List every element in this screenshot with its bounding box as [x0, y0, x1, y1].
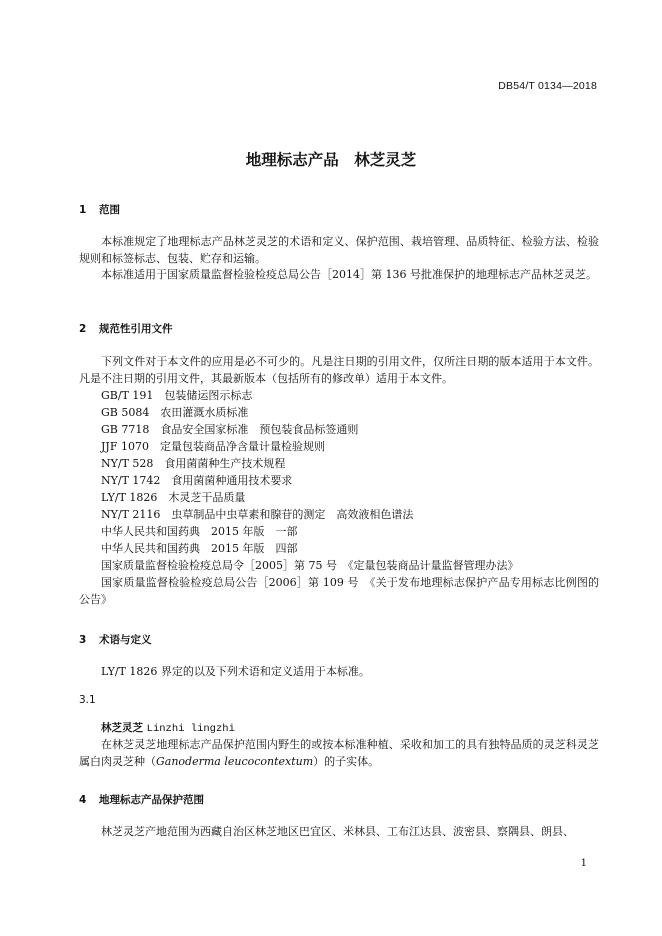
standard-code: DB54/T 0134—2018: [498, 80, 597, 92]
latin-name: Ganoderma leucocontextum: [156, 754, 314, 768]
section-title: 范围: [99, 204, 120, 216]
term-english: Linzhi lingzhi: [146, 723, 235, 735]
page-title: 地理标志产品 林芝灵芝: [245, 151, 417, 169]
reference-item: NY/T 2116 虫草制品中虫草素和腺苷的测定 高效液相色谱法: [101, 508, 414, 521]
reference-item-last: 国家质量监督检验检疫总局公告［2006］第 109 号 《关于发布地理标志保护产品专用标志比例图的公告》: [79, 576, 599, 606]
section-number: 1: [79, 204, 87, 216]
term-chinese: 林芝灵芝: [101, 722, 143, 734]
term-entry: [101, 720, 235, 735]
reference-item: 国家质量监督检验检疫总局令［2005］第 75 号 《定量包装商品计量监督管理办法》: [101, 559, 519, 572]
section-number: 3: [79, 634, 87, 646]
section-title: 规范性引用文件: [99, 323, 173, 335]
section-number: 2: [79, 323, 87, 335]
section-4-heading: [79, 792, 204, 807]
reference-item: GB/T 191 包装储运图示标志: [101, 389, 253, 402]
reference-item: GB 5084 农田灌溉水质标准: [101, 406, 249, 419]
section-3-intro: LY/T 1826 界定的以及下列术语和定义适用于本标准。: [101, 665, 370, 678]
definition-text-end: ）的子实体。: [313, 754, 380, 768]
subsection-number: 3.1: [79, 694, 96, 706]
section-2-heading: [79, 321, 173, 336]
section-2-intro: 下列文件对于本文件的应用是必不可少的。凡是注日期的引用文件，仅所注日期的版本适用于本文件。凡是不注日期的引用文件，其最新版本（包括所有的修改单）适用于本文件。: [79, 355, 599, 385]
page-number: 1: [580, 858, 587, 869]
section-3-heading: [79, 632, 152, 647]
reference-item: LY/T 1826 木灵芝干品质量: [101, 491, 246, 504]
term-definition: [79, 737, 599, 770]
reference-item: JJF 1070 定量包装商品净含量计量检验规则: [101, 440, 325, 453]
section-title: 地理标志产品保护范围: [99, 794, 204, 806]
reference-item: 中华人民共和国药典 2015 年版 四部: [101, 542, 298, 555]
definition-text: 在林芝灵芝地理标志产品保护范围内野生的或按本标准种植、采收和加工的具有独特品质的灵芝科灵芝属白肉灵芝种（: [79, 738, 599, 768]
reference-item: 中华人民共和国药典 2015 年版 一部: [101, 525, 298, 538]
reference-item: NY/T 1742 食用菌菌种通用技术要求: [101, 474, 293, 487]
section-1-paragraph-1: 本标准规定了地理标志产品林芝灵芝的术语和定义、保护范围、栽培管理、品质特征、检验方法、检验规则和标签标志、包装、贮存和运输。: [79, 235, 599, 265]
reference-item: NY/T 528 食用菌菌种生产技术规程: [101, 457, 286, 470]
reference-item: GB 7718 食品安全国家标准 预包装食品标签通则: [101, 423, 359, 436]
section-4-paragraph-1: 林芝灵芝产地范围为西藏自治区林芝地区巴宜区、米林县、工布江达县、波密县、察隅县、朗县、: [101, 825, 574, 838]
section-1-paragraph-2: 本标准适用于国家质量监督检验检疫总局公告［2014］第 136 号批准保护的地理标志产品林芝灵芝。: [101, 268, 597, 281]
section-title: 术语与定义: [99, 634, 152, 646]
section-number: 4: [79, 794, 87, 806]
section-1-heading: [79, 202, 120, 217]
